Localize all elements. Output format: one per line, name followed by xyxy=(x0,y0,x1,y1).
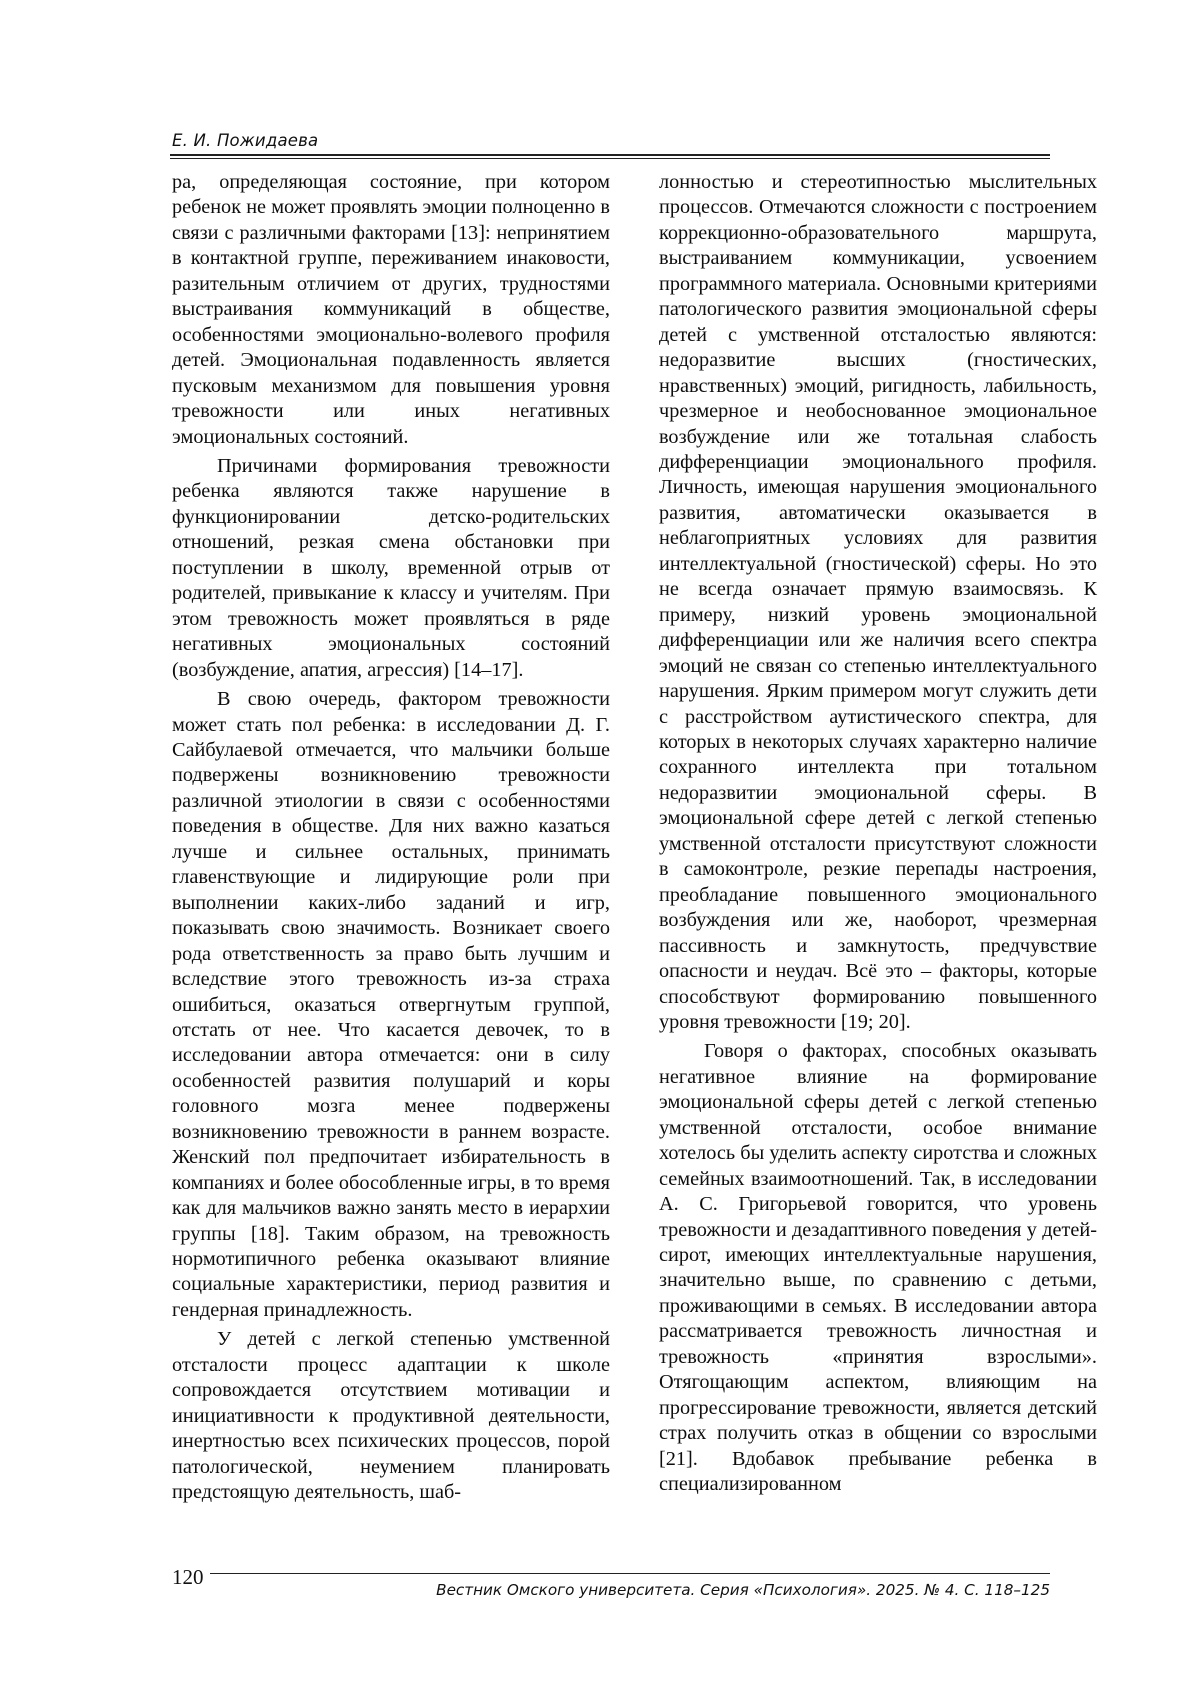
header-rule xyxy=(170,154,1050,156)
footer-source-citation: Вестник Омского университета. Серия «Психология». 2025. № 4. С. 118–125 xyxy=(436,1581,1050,1599)
footer-rule xyxy=(210,1573,1050,1574)
paragraph: ра, определяющая состояние, при котором ребенок не может проявлять эмоции полноценно в связи с различными факторами [13]: непринятием в контактной группе, переживанием инаковости, разительным отличием от других, трудностями выстраивания коммуникаций в обществе, особенностями эмоционально-волевого профиля детей. Эмоциональная подавленность является пусковым механизмом для повышения уровня тревожности или иных негативных эмоциональных состояний. xyxy=(172,171,610,448)
paragraph: Говоря о факторах, способных оказывать негативное влияние на формирование эмоциональной сферы детей с легкой степенью умственной отсталости, особое внимание хотелось бы уделить аспекту сиротства и сложных семейных взаимоотношений. Так, в исследовании А. С. Григорьевой говорится, что уровень тревожности и дезадаптивного поведения у детей-сирот, имеющих интеллектуальные нарушения, значительно выше, по сравнению с детьми, проживающими в семьях. В исследовании автора рассматривается тревожность личностная и тревожность «принятия взрослыми». Отягощающим аспектом, влияющим на прогрессирование тревожности, является детский страх получить отказ в общении со взрослыми [21]. Вдобавок пребывание ребенка в специализированном xyxy=(659,1040,1097,1496)
paragraph: В свою очередь, фактором тревожности может стать пол ребенка: в исследовании Д. Г. Сайбулаевой отмечается, что мальчики больше подвержены возникновению тревожности различной этиологии в связи с особенностями поведения в обществе. Для них важно казаться лучше и сильнее остальных, принимать главенствующие и лидирующие роли при выполнении каких-либо заданий и игр, показывать свою значимость. Возникает своего рода ответственность за право быть лучшим и вследствие этого тревожность из-за страха ошибиться, оказаться отвергнутым группой, отстать от нее. Что касается девочек, то в исследовании автора отмечается: они в силу особенностей развития полушарий и коры головного мозга менее подвержены возникновению тревожности в раннем возрасте. Женский пол предпочитает избирательность в компаниях и более обособленные игры, в то время как для мальчиков важно занять место в иерархии группы [18]. Таким образом, на тревожность нормотипичного ребенка оказывают влияние социальные характеристики, период развития и гендерная принадлежность. xyxy=(172,688,610,1321)
paragraph: лонностью и стереотипностью мыслительных процессов. Отмечаются сложности с построением коррекционно-образовательного маршрута, выстраиванием коммуникации, усвоением программного материала. Основными критериями патологического развития эмоциональной сферы детей с умственной отсталостью являются: недоразвитие высших (гностических, нравственных) эмоций, ригидность, лабильность, чрезмерное и необоснованное эмоциональное возбуждение или же тотальная слабость дифференциации эмоционального профиля. Личность, имеющая нарушения эмоционального развития, автоматически оказывается в неблагоприятных условиях для развития интеллектуальной (гностической) сферы. Но это не всегда означает прямую взаимосвязь. К примеру, низкий уровень эмоциональной дифференциации или же наличия всего спектра эмоций не связан со степенью интеллектуального нарушения. Ярким примером могут служить дети с расстройством аутистического спектра, для которых в некоторых случаях характерно наличие сохранного интеллекта при тотальном недоразвитии эмоциональной сферы. В эмоциональной сфере детей с легкой степенью умственной отсталости присутствуют сложности в самоконтроле, резкие перепады настроения, преобладание повышенного эмоционального возбуждения или же, наоборот, чрезмерная пассивность и замкнутость, предчувствие опасности и неудач. Всё это – факторы, которые способствуют формированию повышенного уровня тревожности [19; 20]. xyxy=(659,171,1097,1033)
header-rule-thin xyxy=(170,158,1050,159)
left-column xyxy=(172,170,610,1506)
right-column xyxy=(659,170,1097,1498)
paragraph: Причинами формирования тревожности ребенка являются также нарушение в функционировании детско-родительских отношений, резкая смена обстановки при поступлении в школу, временной отрыв от родителей, привыкание к классу и учителям. При этом тревожность может проявляться в ряде негативных эмоциональных состояний (возбуждение, апатия, агрессия) [14–17]. xyxy=(172,454,610,681)
running-header-author: Е. И. Пожидаева xyxy=(172,131,319,150)
paragraph: У детей с легкой степенью умственной отсталости процесс адаптации к школе сопровождается отсутствием мотивации и инициативности к продуктивной деятельности, инертностью всех психических процессов, порой патологической, неумением планировать предстоящую деятельность, шаб- xyxy=(172,1328,610,1504)
page-number: 120 xyxy=(172,1565,204,1589)
